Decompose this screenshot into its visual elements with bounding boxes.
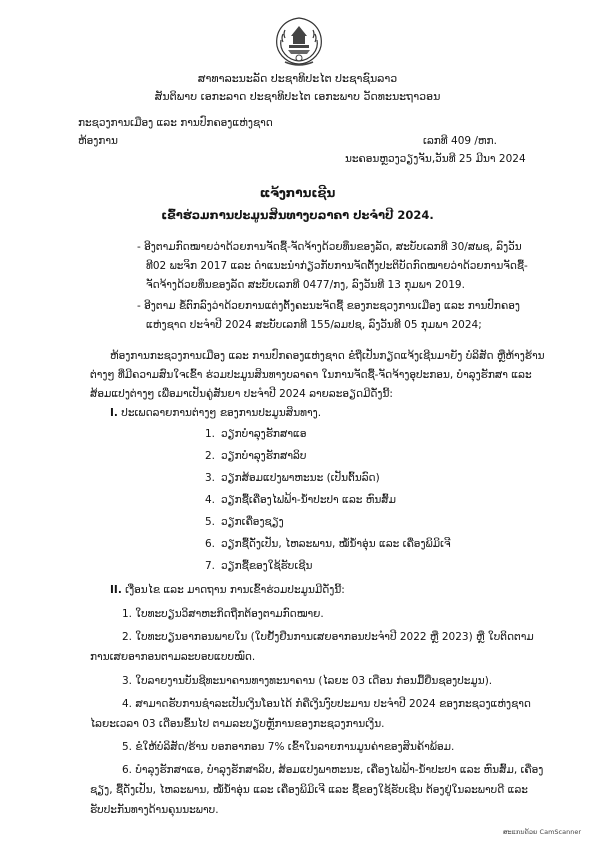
condition-2-line-1: 2. ໃບທະບຽນອາກອນພາຍໃນ (ໃບຢັ້ງຢືນການເສຍອາກອນປະຈຳປີ 2022 ຫຼື 2023) ຫຼື ໃບຕິດຕາມ [122, 631, 534, 643]
list-item: 7. ວຽກຊື້ຂອງໃຊ້ຮັບເຊີນ [205, 560, 313, 572]
section-2-heading [110, 584, 345, 596]
section-1-label: I. [110, 407, 118, 419]
list-item: 2. ວຽກບຳລຸງຮັກສາລິບ [205, 450, 307, 462]
header-line-2: ສັນຕິພາບ ເອກະລາດ ປະຊາທິປະໄຕ ເອກະພາບ ວັດທະນະຖາວອນ [154, 90, 441, 103]
header-line-1: ສາທາລະນະລັດ ປະຊາທິປະໄຕ ປະຊາຊົນລາວ [197, 72, 398, 85]
condition-3: 3. ໃບລາຍງານບັນຊີທະນາຄານທາງທະນາຄານ (ໄລຍະ 03 ເດືອນ ກ່ອນມື້ຍື່ນຊອງປະມູນ). [122, 675, 493, 687]
condition-5: 5. ຂໍໃຫ້ບໍລິສັດ/ຮ້ານ ບອກອາກອນ 7% ເຂົ້າໃນລາຍການມູນຄ່າຂອງສິນຄ້າພ້ອມ. [122, 741, 455, 753]
document-title: ແຈ້ງການເຊີນ [259, 186, 336, 200]
reference-1-line-3: ຈັດຈ້າງດ້ວຍທຶນຂອງລັດ ສະບັບເລກທີ 0477/ກງ, ລົງວັນທີ 13 ກຸມພາ 2019. [146, 279, 465, 291]
document-number: ເລກທີ 409 /ຫກ. [423, 135, 497, 147]
list-item: 3. ວຽກສ້ອມແປງພາຫະນະ (ເປັນຕົ້ນລົດ) [205, 472, 380, 484]
list-item: 1. ວຽກບຳລຸງຮັກສາແອ [205, 428, 307, 440]
scanner-watermark: ສະແກນດ້ວຍ CamScanner [502, 828, 581, 836]
national-emblem-logo [269, 14, 329, 68]
intro-line-1: ຫ້ອງການກະຊວງການເມືອງ ແລະ ການປົກຄອງແຫ່ງຊາດ ຂໍຖືເປັນກຽດແຈ້ງເຊີນມາຍັງ ບໍລິສັດ ຫຼືຫ້າງຮ້ານ [110, 350, 545, 362]
place-and-date: ນະຄອນຫຼວງວຽງຈັນ,ວັນທີ 25 ມີນາ 2024 [345, 153, 526, 165]
list-item: 6. ວຽກຊື້ດັ່ງເປັນ, ໄຫລະພານ, ໝໍ້ນ້ຳອຸ່ນ ແລະ ເຄື່ອງພິມິເຈີ [205, 538, 451, 550]
section-2-label: II. [110, 584, 122, 596]
section-2-title: ເງື່ອນໄຂ ແລະ ມາດຖານ ການເຂົ້າຮ່ວມປະມູນມີດັ່ງນີ້: [125, 584, 345, 596]
reference-2-line-1: - ອີງຕາມ ຂໍ້ຕົກລົງວ່າດ້ວຍການແຕ່ງຕັ້ງຄະນະຈັດຊື້ ຂອງກະຊວງການເມືອງ ແລະ ການປົກຄອງ [137, 300, 520, 312]
document-subtitle: ເຂົ້າຮ່ວມການປະມູນສິນທາງບລາຄາ ປະຈຳປີ 2024. [161, 208, 434, 222]
condition-4-line-1: 4. ສາມາດຮັບການຊຳລະເປັນເງິນໂອນໄດ້ ກໍຄືເງິນງົບປະມານ ປະຈຳປີ 2024 ຂອງກະຊວງແຫ່ງຊາດ [122, 698, 531, 710]
list-item: 5. ວຽກເຄື່ອງຊຽງ [205, 516, 284, 528]
intro-line-2: ຕ່າງໆ ທີ່ມີຄວາມສົນໃຈເຂົ້າ ຮ່ວມປະມູນສິນທາງບລາຄາ ໃນການຈັດຊື້-ຈັດຈ້າງອຸປະກອນ, ບຳລຸງຮັກສາ ແລະ [90, 369, 532, 381]
intro-line-3: ສ້ອມແປງຕ່າງໆ ເພື່ອມາເປັນຄູ່ສັນຍາ ປະຈຳປີ 2024 ລາຍລະອຽດມີດັ່ງນີ້: [90, 388, 393, 400]
condition-4-line-2: ໄລຍະເວລາ 03 ເດືອນຂຶ້ນໄປ ຕາມລະບຽບຫຼັການຂອງກະຊວງການເງິນ. [90, 718, 385, 730]
condition-2-line-2: ການເສຍອາກອນຕາມລະບອບແບບໝົດ. [90, 651, 256, 663]
condition-6-line-1: 6. ບຳລຸງຮັກສາແອ, ບຳລຸງຮັກສາລິບ, ສ້ອມແປງພາຫະນະ, ເຄື່ອງໄຟຟ້າ-ນ້ຳປະປາ ແລະ ຫົນສົ້ມ, ເຄື່ອງ [122, 764, 544, 776]
list-item: 4. ວຽກຊື້ເຄື່ອງໄຟຟ້າ-ນ້ຳປະປາ ແລະ ຫົນສົ້ມ [205, 494, 397, 506]
reference-2-line-2: ແຫ່ງຊາດ ປະຈຳປີ 2024 ສະບັບເລກທີ 155/ລມປຊ, ລົງວັນທີ 05 ກຸມພາ 2024; [146, 319, 482, 331]
section-1-title: ປະເພດລາຍການຕ່າງໆ ຂອງການປະມູນສິນທາງ. [121, 407, 322, 419]
reference-1-line-2: ທີ02 ພະຈິກ 2017 ແລະ ດຳແນະນຳກ່ຽວກັບການຈັດຕັ້ງປະຕິບັດກົດໝາຍວ່າດ້ວຍການຈັດຊື້- [146, 260, 528, 272]
condition-1: 1. ໃບທະບຽນວິສາຫະກິດຖືກຕ້ອງຕາມກົດໝາຍ. [122, 608, 324, 620]
section-1-heading [110, 407, 321, 419]
sender-ministry: ກະຊວງການເມືອງ ແລະ ການປົກຄອງແຫ່ງຊາດ [78, 117, 273, 129]
sender-department: ຫ້ອງການ [78, 135, 118, 147]
reference-1-line-1: - ອີງຕາມກົດໝາຍວ່າດ້ວຍການຈັດຊື້-ຈັດຈ້າງດ້ວຍທຶນຂອງລັດ, ສະບັບເລກທີ 30/ສພຊ, ລົງວັນ [137, 241, 522, 253]
condition-6-line-2: ຊຽງ, ຊື້ດັ່ງເປັນ, ໄຫລະພານ, ໝໍ້ນ້ຳອຸ່ນ ແລະ ເຄື່ອງພິມິເຈີ ແລະ ຊື້ຂອງໃຊ້ຮັບເຊີນ ຕ້ອງຢູ່ໃນລະພາບດີ ແລະ [90, 784, 528, 796]
condition-6-line-3: ຮັບປະກັນທາງດ້ານຄຸນນະພາບ. [90, 804, 219, 816]
